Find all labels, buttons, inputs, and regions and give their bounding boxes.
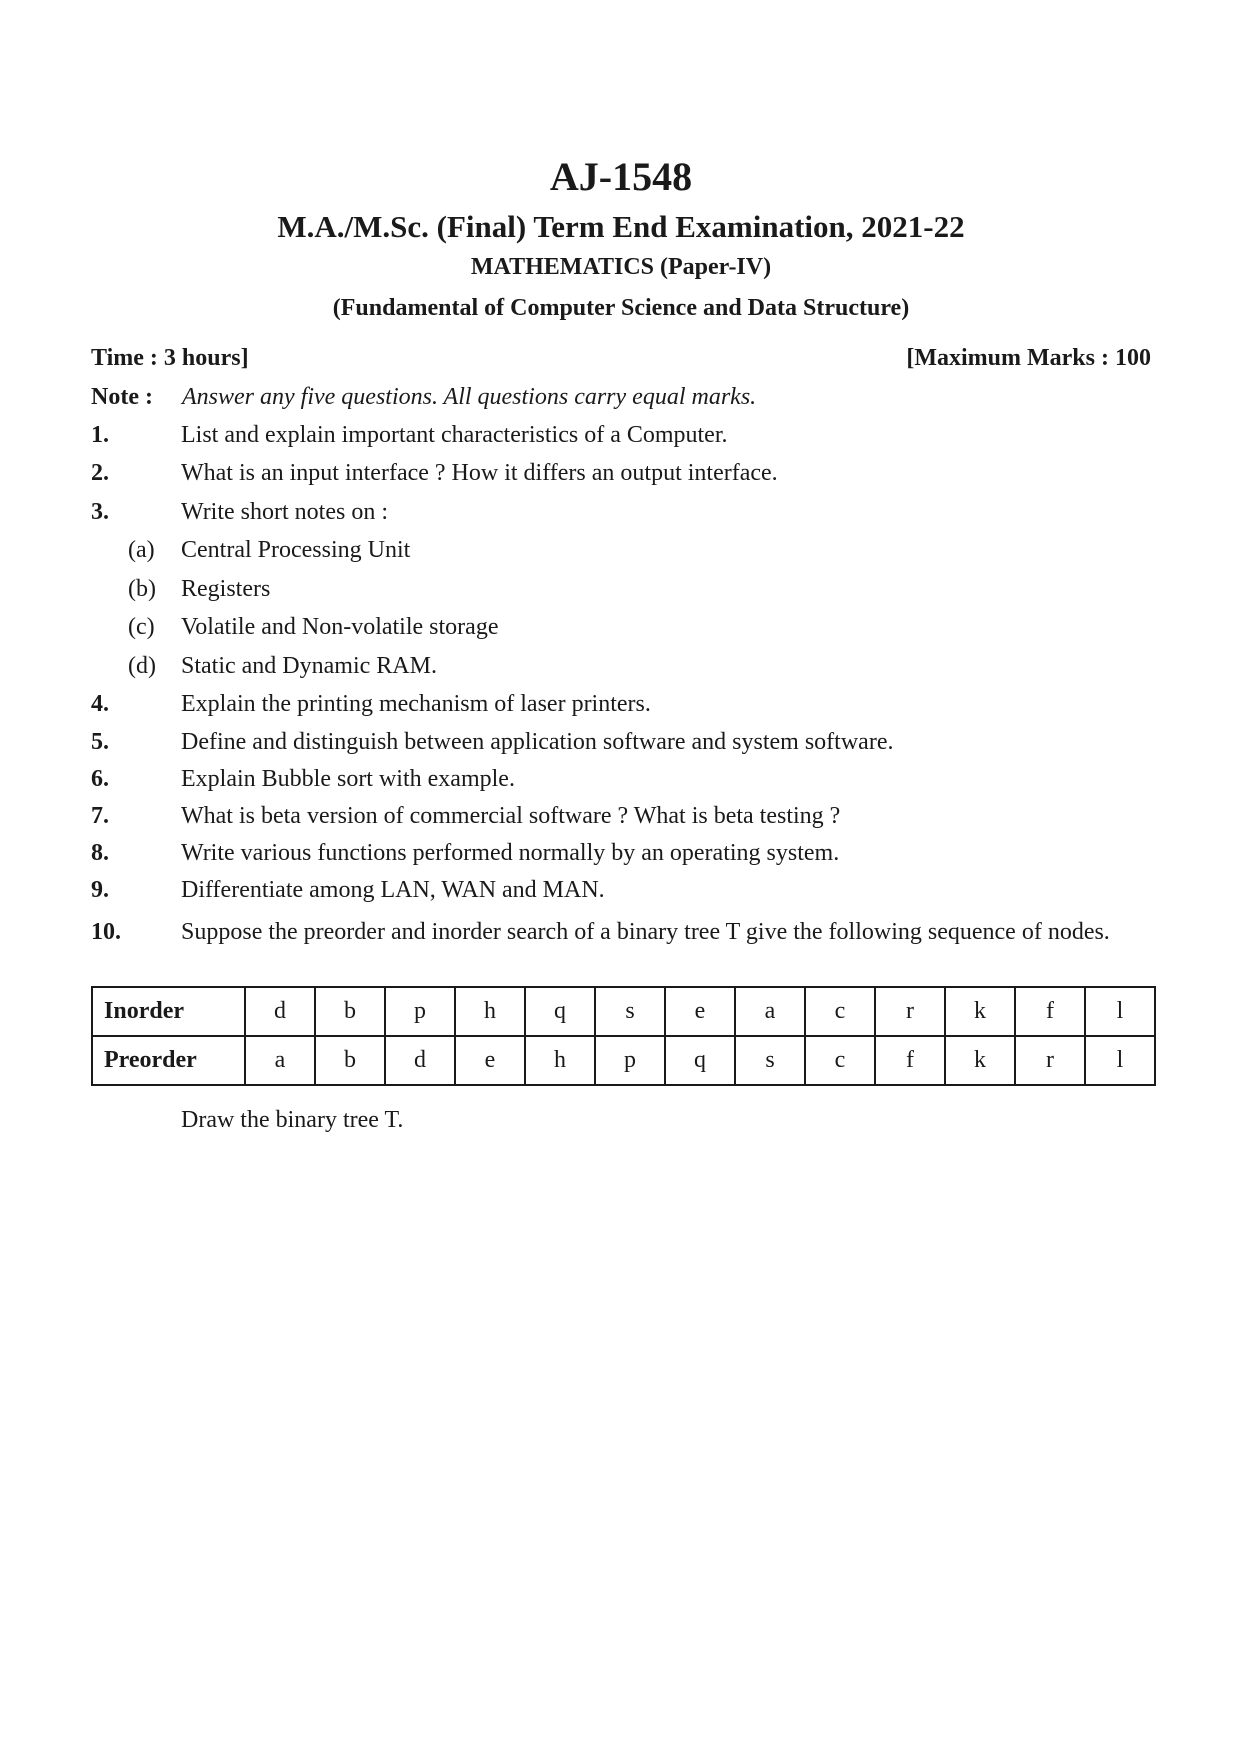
table-row bbox=[92, 987, 1155, 1036]
question-text: Differentiate among LAN, WAN and MAN. bbox=[181, 877, 605, 903]
question-number: 7. bbox=[91, 803, 109, 829]
question-text: What is beta version of commercial software ? What is beta testing ? bbox=[181, 803, 841, 829]
table-cell: k bbox=[945, 1036, 1015, 1085]
table-cell: e bbox=[455, 1036, 525, 1085]
question-text: Write various functions performed normally by an operating system. bbox=[181, 840, 840, 866]
table-cell: f bbox=[1015, 987, 1085, 1036]
question-number: 5. bbox=[91, 729, 109, 755]
table-cell: p bbox=[595, 1036, 665, 1085]
subpart-label: (c) bbox=[128, 614, 155, 640]
table-cell: r bbox=[875, 987, 945, 1036]
instruction-text: Draw the binary tree T. bbox=[181, 1107, 404, 1133]
question-text: What is an input interface ? How it differs an output interface. bbox=[181, 460, 778, 486]
subpart-text: Central Processing Unit bbox=[181, 537, 411, 563]
note-text: Answer any five questions. All questions carry equal marks. bbox=[182, 384, 757, 410]
table-cell: s bbox=[595, 987, 665, 1036]
table-cell: a bbox=[735, 987, 805, 1036]
table-cell: a bbox=[245, 1036, 315, 1085]
time-allowed: Time : 3 hours] bbox=[91, 345, 249, 371]
question-number: 6. bbox=[91, 766, 109, 792]
paper-code: AJ-1548 bbox=[549, 154, 693, 199]
maximum-marks: [Maximum Marks : 100 bbox=[906, 345, 1151, 371]
subpart-text: Static and Dynamic RAM. bbox=[181, 653, 437, 679]
table-cell: q bbox=[525, 987, 595, 1036]
table-cell: d bbox=[385, 1036, 455, 1085]
table-cell: p bbox=[385, 987, 455, 1036]
question-number: 8. bbox=[91, 840, 109, 866]
table-cell: r bbox=[1015, 1036, 1085, 1085]
subject-title: MATHEMATICS (Paper-IV) bbox=[470, 254, 772, 280]
subpart-label: (d) bbox=[128, 653, 156, 679]
question-number: 9. bbox=[91, 877, 109, 903]
table-cell: e bbox=[665, 987, 735, 1036]
traversal-table bbox=[91, 986, 1156, 1086]
question-text: Define and distinguish between application software and system software. bbox=[181, 729, 894, 755]
table-cell: h bbox=[525, 1036, 595, 1085]
exam-title: M.A./M.Sc. (Final) Term End Examination, 2021-22 bbox=[277, 209, 965, 244]
table-cell: b bbox=[315, 1036, 385, 1085]
table-row bbox=[92, 1036, 1155, 1085]
subpart-label: (b) bbox=[128, 576, 156, 602]
table-cell: b bbox=[315, 987, 385, 1036]
row-header: Inorder bbox=[92, 987, 245, 1036]
table-cell: f bbox=[875, 1036, 945, 1085]
subpart-label: (a) bbox=[128, 537, 155, 563]
question-text: Explain the printing mechanism of laser printers. bbox=[181, 691, 651, 717]
question-text: Suppose the preorder and inorder search of a binary tree T give the following sequence of nodes. bbox=[181, 919, 1110, 945]
question-text: Write short notes on : bbox=[181, 499, 388, 525]
paper-title: (Fundamental of Computer Science and Data Structure) bbox=[332, 295, 910, 321]
table-cell: l bbox=[1085, 987, 1155, 1036]
table-cell: s bbox=[735, 1036, 805, 1085]
table-cell: k bbox=[945, 987, 1015, 1036]
question-number: 4. bbox=[91, 691, 109, 717]
row-header: Preorder bbox=[92, 1036, 245, 1085]
table-cell: c bbox=[805, 987, 875, 1036]
table-cell: c bbox=[805, 1036, 875, 1085]
question-text: Explain Bubble sort with example. bbox=[181, 766, 515, 792]
table-cell: h bbox=[455, 987, 525, 1036]
subpart-text: Registers bbox=[181, 576, 271, 602]
question-number: 1. bbox=[91, 422, 109, 448]
subpart-text: Volatile and Non-volatile storage bbox=[181, 614, 499, 640]
question-number: 10. bbox=[91, 919, 121, 945]
question-number: 2. bbox=[91, 460, 109, 486]
table-cell: q bbox=[665, 1036, 735, 1085]
table-cell: l bbox=[1085, 1036, 1155, 1085]
question-text: List and explain important characteristics of a Computer. bbox=[181, 422, 728, 448]
table-cell: d bbox=[245, 987, 315, 1036]
question-number: 3. bbox=[91, 499, 109, 525]
note-label: Note : bbox=[91, 384, 153, 410]
